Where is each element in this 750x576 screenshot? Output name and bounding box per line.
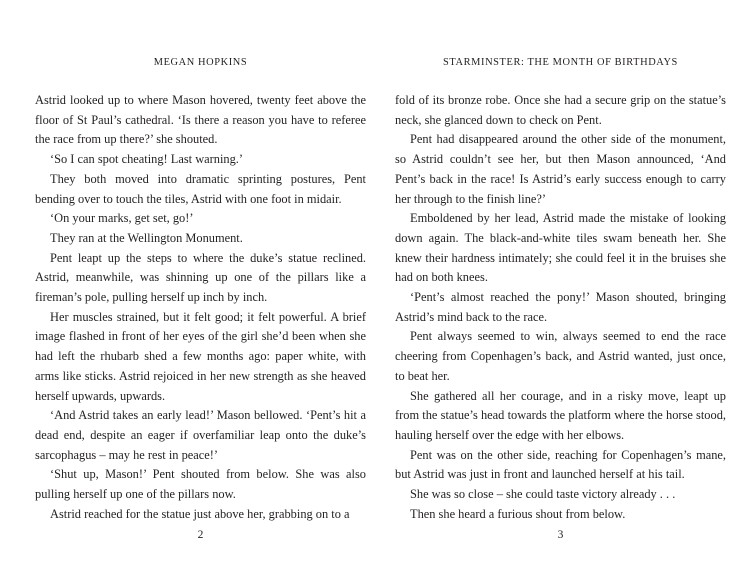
paragraph: They both moved into dramatic sprinting postures, Pent bending over to touch the tiles, Astrid with one foot in midair.	[35, 171, 366, 206]
right-page	[395, 0, 726, 576]
page-number: 2	[197, 529, 204, 541]
paragraph: Astrid reached for the statue just above her, grabbing on to a	[50, 506, 350, 521]
paragraph: ‘So I can spot cheating! Last warning.’	[50, 152, 244, 167]
paragraph: Then she heard a furious shout from below.	[410, 506, 626, 521]
paragraph: Pent leapt up the steps to where the duke’s statue reclined. Astrid, meanwhile, was shinning up one of the pillars like a fireman’s pole, pulling herself up inch by inch.	[35, 250, 366, 305]
paragraph: They ran at the Wellington Monument.	[50, 230, 243, 245]
running-header-author: MEGAN HOPKINS	[153, 57, 248, 68]
page-number: 3	[557, 529, 564, 541]
paragraph: Pent was on the other side, reaching for Copenhagen’s mane, but Astrid was just in front and launched herself at his tail.	[395, 447, 726, 482]
paragraph: ‘Pent’s almost reached the pony!’ Mason shouted, bringing Astrid’s mind back to the race.	[395, 290, 726, 324]
paragraph: ‘On your marks, get set, go!’	[50, 211, 194, 226]
left-page-body	[35, 91, 366, 524]
right-page-body	[395, 91, 726, 524]
paragraph: fold of its bronze robe. Once she had a secure grip on the statue’s neck, she glanced down to check on Pent.	[395, 93, 726, 127]
paragraph: ‘And Astrid takes an early lead!’ Mason bellowed. ‘Pent’s hit a dead end, despite an eager if overfamiliar leap onto the duke’s sarcophagus – may he rest in peace!’	[35, 408, 366, 462]
paragraph: She gathered all her courage, and in a risky move, leapt up from the statue’s head towards the platform where the horse stood, hauling herself over the edge with her elbows.	[395, 388, 726, 442]
paragraph: Her muscles strained, but it felt good; it felt powerful. A brief image flashed in front of her eyes of the girl she’d been when she had left the rhubarb shed a few months ago: paper white, with arms like sticks. Astrid rejoiced in her new strength as she heaved herself upwards, upwards.	[35, 309, 366, 403]
paragraph: Pent had disappeared around the other side of the monument, so Astrid couldn’t see her, but then Mason announced, ‘And Pent’s back in the race! Is Astrid’s early success enough to carry her through to the finish line?’	[395, 132, 726, 206]
paragraph: She was so close – she could taste victory already . . .	[410, 487, 676, 502]
running-header-title: STARMINSTER: THE MONTH OF BIRTHDAYS	[443, 57, 678, 68]
left-page	[35, 0, 366, 576]
paragraph: Emboldened by her lead, Astrid made the mistake of looking down again. The black-and-white tiles swam beneath her. She knew their hardness intimately; she could feel it in the bruises she had on both knees.	[395, 211, 726, 285]
paragraph: Astrid looked up to where Mason hovered, twenty feet above the floor of St Paul’s cathedral. ‘Is there a reason you have to referee the race from up there?’ she shouted.	[35, 93, 366, 147]
paragraph: Pent always seemed to win, always seemed to end the race cheering from Copenhagen’s back, and Astrid wanted, just once, to beat her.	[395, 329, 726, 383]
paragraph: ‘Shut up, Mason!’ Pent shouted from below. She was also pulling herself up one of the pillars now.	[35, 467, 366, 502]
